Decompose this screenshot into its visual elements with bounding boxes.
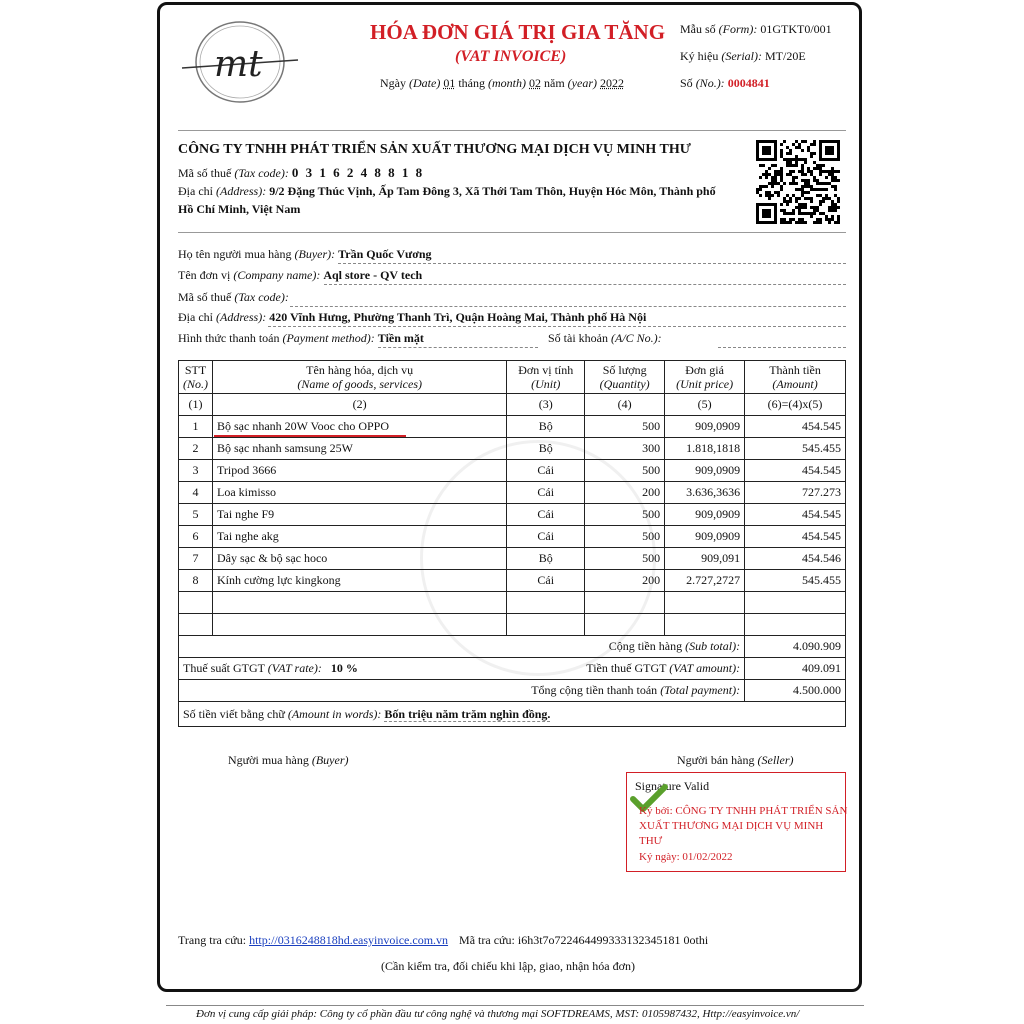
cell-price: 909,091 [665, 548, 745, 570]
col-header-amount: Thành tiền (Amount) [745, 361, 846, 394]
seller-tax-code: Mã số thuế (Tax code): 0 3 1 6 2 4 8 8 1 8 [178, 165, 425, 180]
lookup-row: Trang tra cứu: http://0316248818hd.easyinvoice.com.vn Mã tra cứu: i6h3t7o722464499333132345181 0othi [178, 933, 709, 947]
signed-date: Ký ngày: 01/02/2022 [639, 851, 733, 863]
cell-qty: 200 [585, 482, 665, 504]
signed-by-line3: THƯ [639, 835, 663, 847]
cell-no: 5 [179, 504, 213, 526]
total-value: 4.500.000 [745, 680, 846, 702]
cell-qty: 500 [585, 548, 665, 570]
seller-signature-label: Người bán hàng (Seller) [677, 753, 794, 767]
cell-price: 909,0909 [665, 504, 745, 526]
vat-row: Thuế suất GTGT (VAT rate): 10 % Tiền thuế GTGT (VAT amount): 409.091 [179, 658, 846, 680]
signed-by: Ký bởi: CÔNG TY TNHH PHÁT TRIỂN SẢN [639, 805, 848, 817]
total-row: Tổng cộng tiền thanh toán (Total payment): 4.500.000 [179, 680, 846, 702]
invoice-number: Số (No.): 0004841 [680, 76, 770, 90]
cell-name: Bộ sạc nhanh 20W Vooc cho OPPO [213, 416, 507, 438]
cell-unit: Cái [507, 570, 585, 592]
cell-price: 3.636,3636 [665, 482, 745, 504]
buyer-address-row: Địa chỉ (Address): 420 Vĩnh Hưng, Phường Thanh Trì, Quận Hoàng Mai, Thành phố Hà Nội [178, 310, 846, 328]
cell-price: 909,0909 [665, 526, 745, 548]
dotted-line [324, 284, 846, 285]
cell-amount: 454.545 [745, 526, 846, 548]
dotted-line [268, 326, 846, 327]
cell-qty: 500 [585, 416, 665, 438]
col-header-price: Đơn giá (Unit price) [665, 361, 745, 394]
divider [178, 232, 846, 233]
cell-unit: Bộ [507, 438, 585, 460]
buyer-signature-label: Người mua hàng (Buyer) [228, 753, 349, 767]
signature-valid: Signature Valid [635, 779, 710, 793]
table-row [179, 504, 846, 526]
invoice-date: Ngày (Date) 01 tháng (month) 02 năm (year) 2022 [380, 76, 624, 90]
cell-name: Tripod 3666 [213, 460, 507, 482]
lookup-link[interactable]: http://0316248818hd.easyinvoice.com.vn [249, 933, 449, 947]
cell-no: 2 [179, 438, 213, 460]
table-row [179, 548, 846, 570]
seller-address-line2: Hồ Chí Minh, Việt Nam [178, 202, 301, 216]
signed-by-line2: XUẤT THƯƠNG MẠI DỊCH VỤ MINH [639, 820, 824, 832]
cell-no: 4 [179, 482, 213, 504]
cell-no: 1 [179, 416, 213, 438]
check-note: (Cần kiểm tra, đối chiếu khi lập, giao, nhận hóa đơn) [381, 959, 635, 973]
invoice-title-en: (VAT INVOICE) [455, 48, 567, 65]
table-row [179, 438, 846, 460]
table-row [179, 592, 846, 614]
cell-price: 909,0909 [665, 460, 745, 482]
divider [178, 130, 846, 131]
logo-text: mt [214, 44, 263, 85]
seller-address: Địa chỉ (Address): 9/2 Đặng Thúc Vịnh, Ấp Tam Đông 3, Xã Thới Tam Thôn, Huyện Hóc Môn, Thành phố [178, 184, 716, 198]
cell-qty: 300 [585, 438, 665, 460]
subtotal-value: 4.090.909 [745, 636, 846, 658]
col-header-qty: Số lượng (Quantity) [585, 361, 665, 394]
cell-price: 1.818,1818 [665, 438, 745, 460]
table-row [179, 614, 846, 636]
table-header-row [179, 361, 846, 394]
table-row [179, 570, 846, 592]
buyer-name-row: Họ tên người mua hàng (Buyer): Trần Quốc Vương [178, 247, 846, 265]
digital-signature-box [626, 772, 846, 872]
table-row [179, 526, 846, 548]
form-number: Mẫu số (Form): 01GTKT0/001 [680, 22, 832, 36]
cell-name: Bộ sạc nhanh samsung 25W [213, 438, 507, 460]
cell-no: 8 [179, 570, 213, 592]
cell-qty: 500 [585, 526, 665, 548]
table-row [179, 482, 846, 504]
cell-amount: 727.273 [745, 482, 846, 504]
cell-amount: 454.545 [745, 460, 846, 482]
qr-code [756, 140, 840, 224]
col-header-unit: Đơn vị tính (Unit) [507, 361, 585, 394]
dotted-line [338, 263, 846, 264]
buyer-company-row: Tên đơn vị (Company name): Aql store - QV tech [178, 268, 846, 286]
col-header-name: Tên hàng hóa, dịch vụ (Name of goods, services) [213, 361, 507, 394]
serial-number: Ký hiệu (Serial): MT/20E [680, 49, 806, 63]
lookup-code: i6h3t7o722464499333132345181 0othi [517, 933, 709, 947]
cell-price: 909,0909 [665, 416, 745, 438]
cell-amount: 545.455 [745, 438, 846, 460]
cell-no: 6 [179, 526, 213, 548]
footer-divider [166, 1005, 864, 1006]
cell-unit: Cái [507, 460, 585, 482]
cell-unit: Cái [507, 526, 585, 548]
cell-no: 7 [179, 548, 213, 570]
cell-name: Tai nghe akg [213, 526, 507, 548]
cell-amount: 454.545 [745, 416, 846, 438]
cell-name: Tai nghe F9 [213, 504, 507, 526]
cell-unit: Cái [507, 504, 585, 526]
buyer-tax-row: Mã số thuế (Tax code): [178, 290, 846, 308]
cell-unit: Cái [507, 482, 585, 504]
cell-no: 3 [179, 460, 213, 482]
invoice-items-table [178, 360, 846, 727]
table-row [179, 460, 846, 482]
cell-amount: 454.545 [745, 504, 846, 526]
cell-unit: Bộ [507, 416, 585, 438]
cell-unit: Bộ [507, 548, 585, 570]
dotted-line [290, 306, 846, 307]
subtotal-row: Cộng tiền hàng (Sub total): 4.090.909 [179, 636, 846, 658]
table-index-row: (1) (2) (3) (4) (5) (6)=(4)x(5) [179, 394, 846, 416]
cell-qty: 200 [585, 570, 665, 592]
highlight-underline [214, 435, 406, 437]
vat-amount-value: 409.091 [745, 658, 846, 680]
cell-amount: 454.546 [745, 548, 846, 570]
company-logo [178, 18, 302, 106]
cell-qty: 500 [585, 460, 665, 482]
cell-name: Kính cường lực kingkong [213, 570, 507, 592]
amount-in-words-row: Số tiền viết bằng chữ (Amount in words): Bốn triệu năm trăm nghìn đồng. [179, 702, 846, 727]
cell-amount: 545.455 [745, 570, 846, 592]
col-header-no: STT (No.) [179, 361, 213, 394]
provider-text: Đơn vị cung cấp giải pháp: Công ty cổ phần đầu tư công nghệ và thương mại SOFTDREAMS, MST: 0105987432, Http://easyinvoice.vn/ [196, 1008, 800, 1020]
dotted-line [718, 347, 846, 348]
invoice-title: HÓA ĐƠN GIÁ TRỊ GIA TĂNG [370, 20, 666, 44]
seller-name: CÔNG TY TNHH PHÁT TRIỂN SẢN XUẤT THƯƠNG MẠI DỊCH VỤ MINH THƯ [178, 142, 691, 157]
cell-qty: 500 [585, 504, 665, 526]
cell-price: 2.727,2727 [665, 570, 745, 592]
cell-name: Loa kimisso [213, 482, 507, 504]
dotted-line [378, 347, 538, 348]
buyer-payment-row: Hình thức thanh toán (Payment method): Tiền mặt Số tài khoản (A/C No.): [178, 331, 846, 349]
cell-name: Dây sạc & bộ sạc hoco [213, 548, 507, 570]
